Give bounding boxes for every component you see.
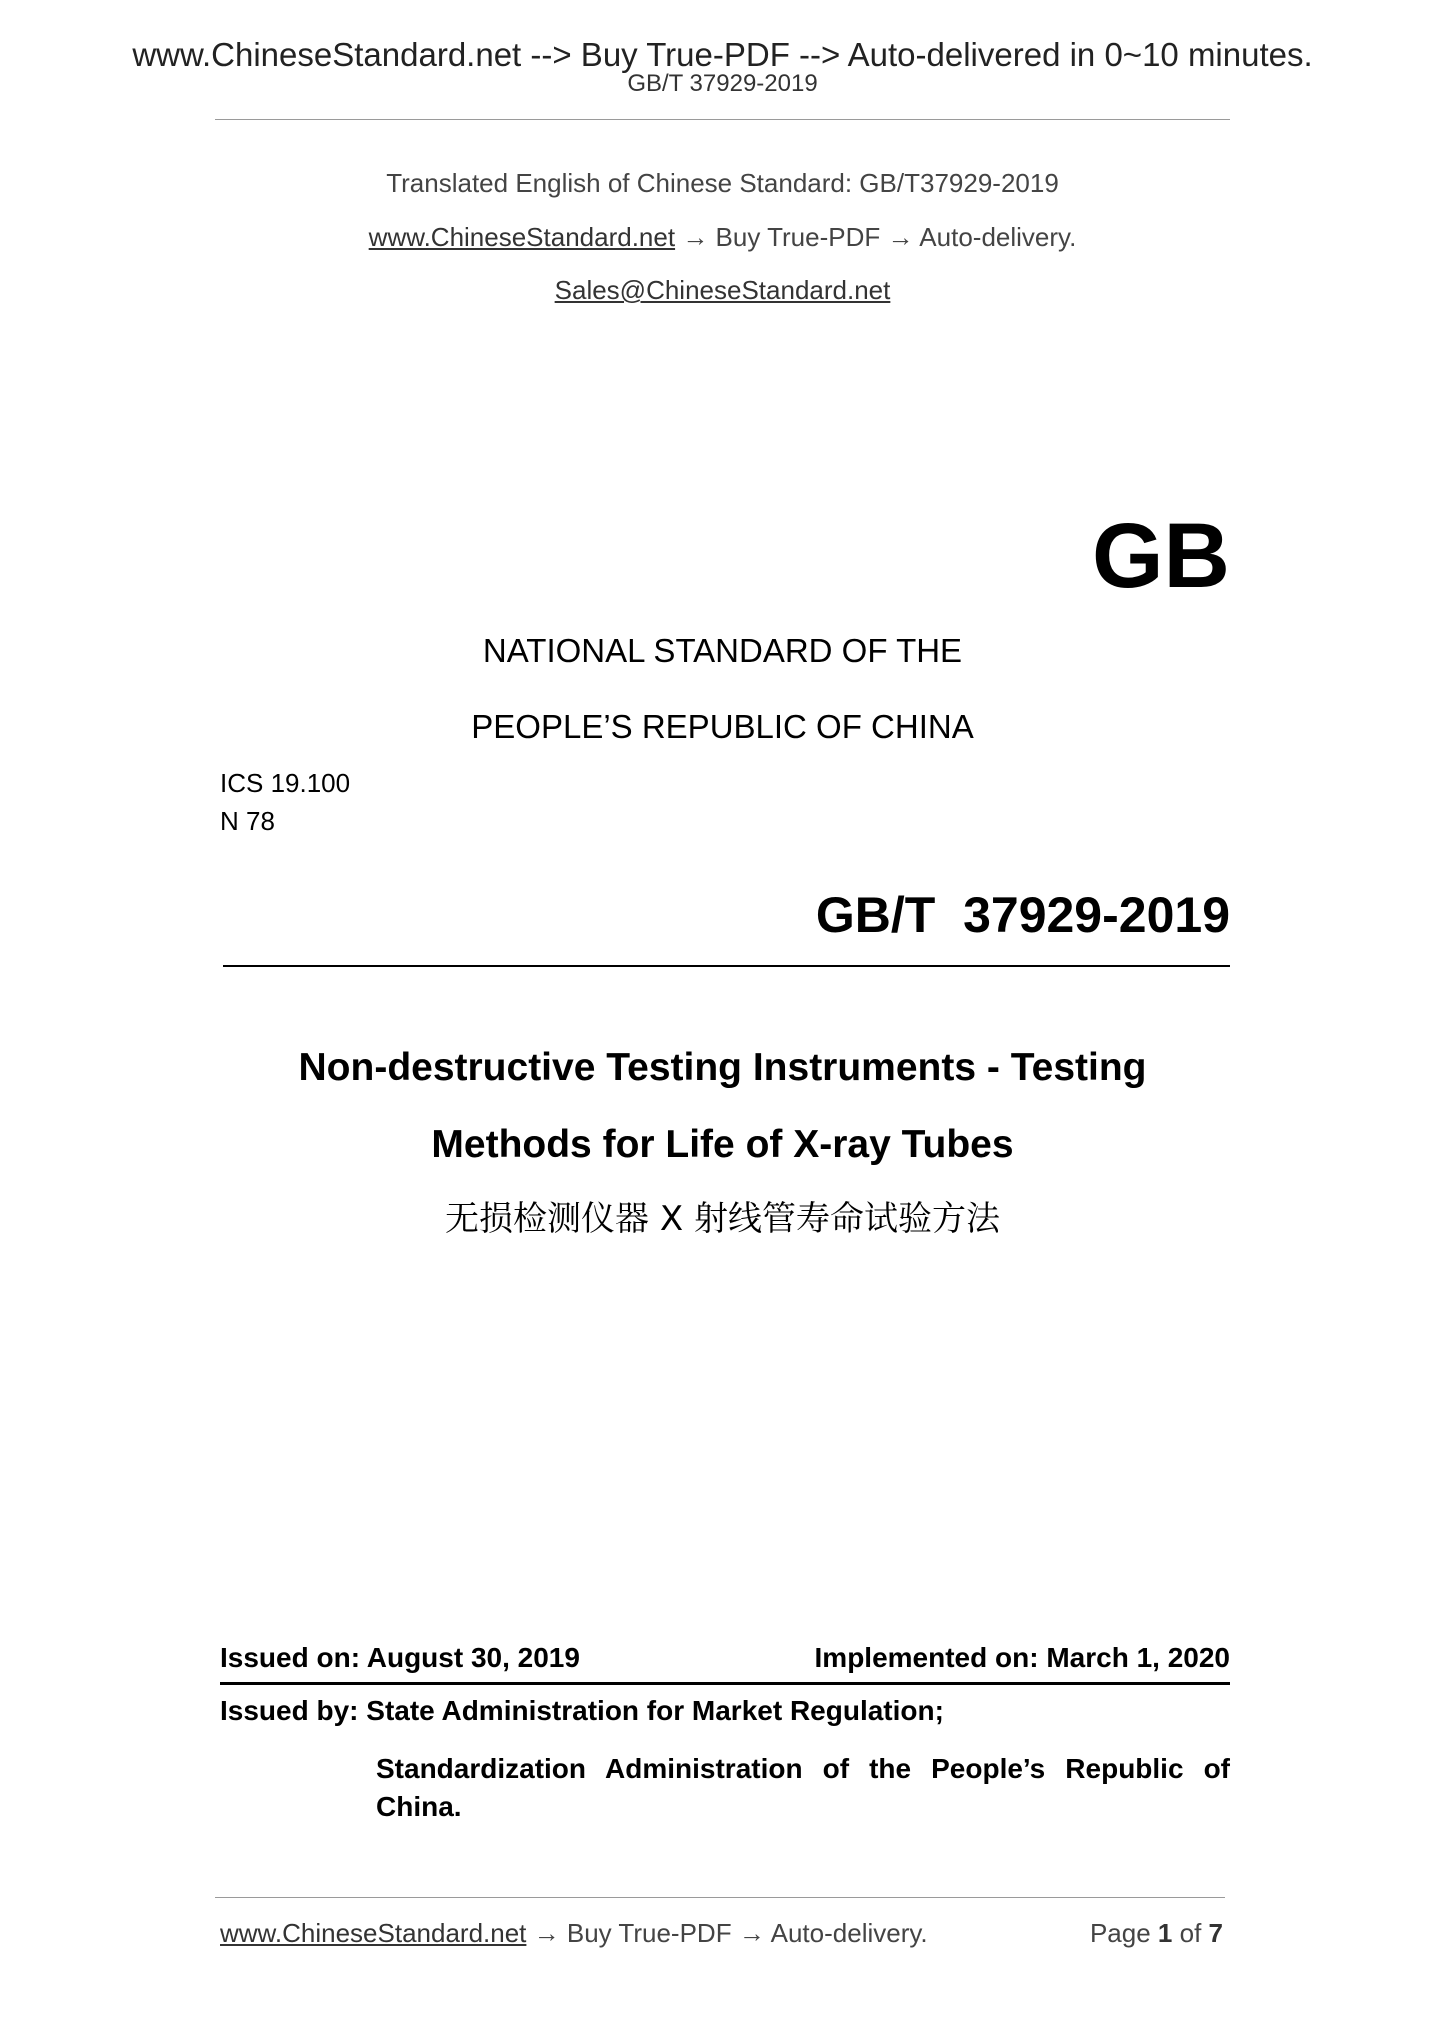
page-indicator [1090,1920,1223,1946]
footer-delivery-text: Auto-delivery. [770,1918,928,1948]
document-title-line-1: Non-destructive Testing Instruments - Testing [298,1046,1147,1089]
implemented-on-date: Implemented on: March 1, 2020 [814,1642,1230,1673]
issued-on-date: Issued on: August 30, 2019 [220,1642,580,1673]
arrow-right-icon: → [738,1918,765,1948]
translation-title: Translated English of Chinese Standard: GB/T37929-2019 [386,168,1059,198]
footer-divider [215,1897,1225,1898]
site-link[interactable]: www.ChineseStandard.net [368,222,676,252]
standard-number-divider [223,965,1230,967]
translation-links [0,224,1445,250]
auto-delivery-text: Auto-delivery. [919,222,1077,252]
footer-buy-text: Buy True-PDF [566,1918,732,1948]
page-current: 1 [1157,1918,1173,1948]
sales-email-link[interactable]: Sales@ChineseStandard.net [554,275,891,305]
ccs-code: N 78 [220,806,275,836]
translation-email [0,277,1445,303]
issue-divider [220,1682,1230,1685]
top-banner: www.ChineseStandard.net --> Buy True-PDF --> Auto-delivered in 0~10 minutes. [132,36,1313,73]
national-standard-line-2: PEOPLE’S REPUBLIC OF CHINA [471,708,974,745]
issued-by: Issued by: State Administration for Market Regulation; [220,1695,944,1726]
running-header: GB/T 37929-2019 [627,70,818,97]
gb-logo: GB [1092,505,1230,607]
page-of: of [1179,1918,1202,1948]
national-standard-line-1: NATIONAL STANDARD OF THE [482,632,963,669]
document-title-line-2: Methods for Life of X-ray Tubes [431,1123,1014,1166]
standard-number: GB/T 37929-2019 [815,887,1230,943]
header-divider [215,119,1230,120]
arrow-right-icon: → [533,1918,560,1948]
page-total: 7 [1208,1918,1223,1948]
buy-true-pdf-text: Buy True-PDF [715,222,881,252]
arrow-right-icon: → [887,222,914,252]
page-label: Page [1089,1918,1151,1948]
second-issuer: Standardization Administration of the People’s Republic of China. [376,1753,1230,1822]
footer-site-link[interactable]: www.ChineseStandard.net [220,1918,527,1948]
footer-links [220,1920,928,1946]
ics-code: ICS 19.100 [220,768,351,798]
document-title-chinese: 无损检测仪器 X 射线管寿命试验方法 [445,1199,1000,1239]
arrow-right-icon: → [682,222,709,252]
